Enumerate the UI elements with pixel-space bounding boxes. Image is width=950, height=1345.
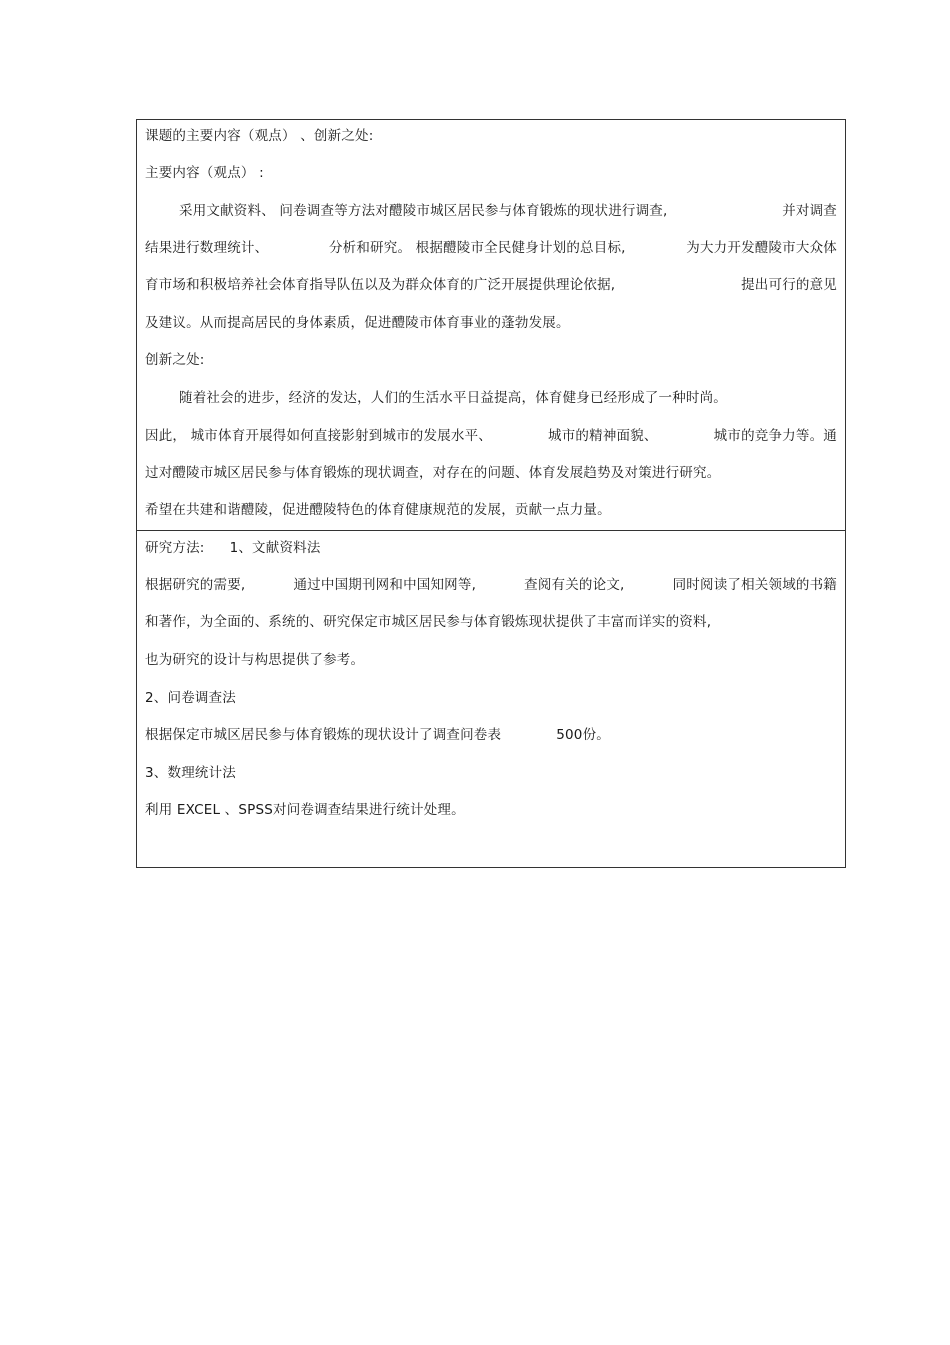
text-segment: 同时阅读了相关领域的书籍 (672, 577, 837, 593)
stats-line-1: 利用 EXCEL 、SPSS对问卷调查结果进行统计处理。 (145, 802, 465, 818)
text-segment: 根据保定市城区居民参与体育锻炼的现状设计了调查问卷表 (145, 727, 502, 743)
text-segment: 城市的精神面貌、 (548, 428, 658, 444)
text-segment: 通过中国期刊网和中国知网等, (293, 577, 477, 593)
content-innovation-cell (137, 120, 845, 531)
text-segment: 500份。 (556, 727, 610, 743)
innovation-line-1: 随着社会的进步，经济的发达，人们的生活水平日益提高，体育健身已经形成了一种时尚。 (179, 390, 727, 406)
methods-heading (145, 538, 837, 558)
literature-line-1 (145, 575, 837, 595)
main-content-line-3 (145, 275, 837, 295)
text-segment: 为大力开发醴陵市大众体 (686, 240, 837, 256)
text-segment: 分析和研究。 根据醴陵市全民健身计划的总目标, (328, 240, 626, 256)
text-segment: 采用文献资料、 问卷调查等方法对醴陵市城区居民参与体育锻炼的现状进行调查, (179, 203, 668, 219)
text-segment: 提出可行的意见 (741, 277, 837, 293)
main-content-line-4: 及建议。从而提高居民的身体素质，促进醴陵市体育事业的蓬勃发展。 (145, 315, 570, 331)
survey-line-1 (145, 725, 837, 745)
main-content-line-1 (179, 201, 837, 221)
text-segment: 城市的竞争力等。通 (713, 428, 837, 444)
methods-label: 研究方法: (145, 540, 205, 556)
proposal-table (136, 119, 846, 868)
literature-line-3: 也为研究的设计与构思提供了参考。 (145, 652, 365, 668)
text-segment: 结果进行数理统计、 (145, 240, 269, 256)
stats-heading: 3、数理统计法 (145, 765, 236, 781)
main-content-line-2 (145, 238, 837, 258)
text-segment: 查阅有关的论文, (524, 577, 625, 593)
method-1-title: 1、文献资料法 (229, 540, 321, 556)
text-segment: 因此， 城市体育开展得如何直接影射到城市的发展水平、 (145, 428, 492, 444)
main-content-label: 主要内容（观点） : (145, 165, 264, 181)
content-heading: 课题的主要内容（观点） 、创新之处: (145, 128, 374, 144)
innovation-label: 创新之处: (145, 352, 205, 368)
text-segment: 并对调查 (782, 203, 837, 219)
innovation-line-4: 希望在共建和谐醴陵，促进醴陵特色的体育健康规范的发展，贡献一点力量。 (145, 502, 611, 518)
literature-line-2: 和著作，为全面的、系统的、研究保定市城区居民参与体育锻炼现状提供了丰富而详实的资料, (145, 614, 712, 630)
text-segment: 育市场和积极培养社会体育指导队伍以及为群众体育的广泛开展提供理论依据, (145, 277, 616, 293)
text-segment: 根据研究的需要, (145, 577, 246, 593)
survey-heading: 2、问卷调查法 (145, 690, 236, 706)
methods-cell (137, 531, 845, 867)
innovation-line-2 (145, 426, 837, 446)
innovation-line-3: 过对醴陵市城区居民参与体育锻炼的现状调查，对存在的问题、体育发展趋势及对策进行研究。 (145, 465, 721, 481)
